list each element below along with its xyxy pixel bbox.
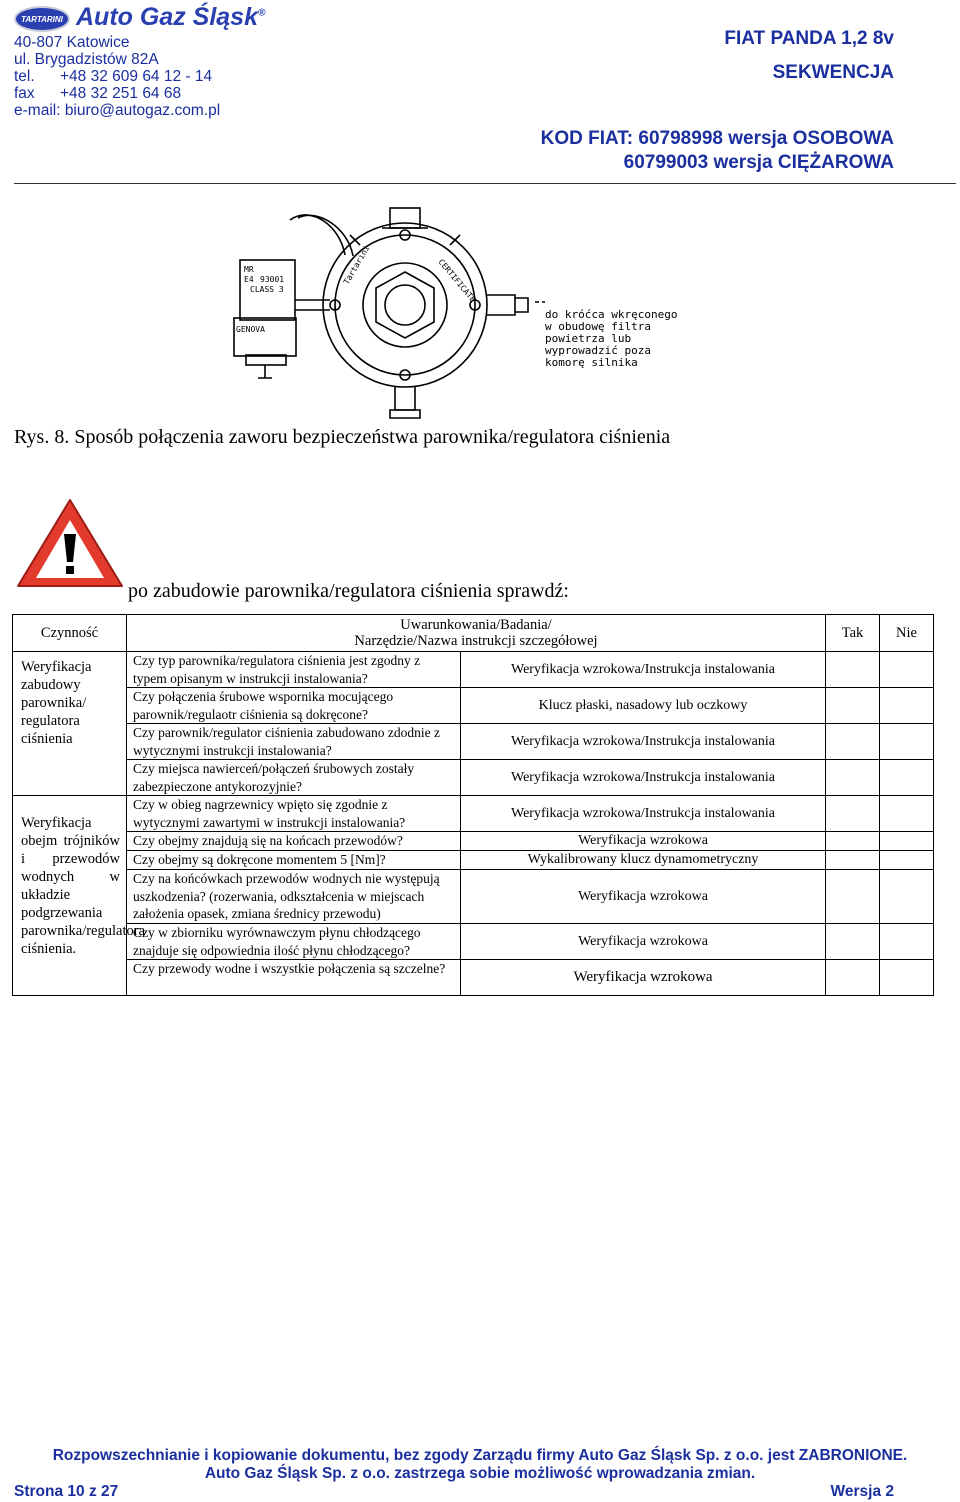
row-yes-cell[interactable] (826, 832, 880, 851)
header-action: Czynność (13, 615, 127, 652)
header-divider (14, 183, 956, 184)
row-question: Czy przewody wodne i wszystkie połączenia są szczelne? (127, 960, 461, 996)
row-yes-cell[interactable] (826, 688, 880, 724)
phone-line (14, 68, 212, 85)
row-question: Czy połączenia śrubowe wspornika mocującego parownik/regulaotr ciśnienia są dokręcone? (127, 688, 461, 724)
drawing-label-certificate: CERTIFICATE (436, 257, 478, 304)
drawing-label-class: CLASS 3 (250, 285, 284, 294)
row-yes-cell[interactable] (826, 851, 880, 870)
row-no-cell[interactable] (880, 652, 934, 688)
row-no-cell[interactable] (880, 796, 934, 832)
regulator-drawing (210, 200, 710, 425)
logo-wordmark (76, 3, 265, 32)
drawing-label-homologation: 93001 (260, 275, 285, 284)
group2-action: Weryfikacja obejm trójników i przewodów wodnych w układzie podgrzewania parownika/regulatora ciśnienia. (13, 796, 127, 996)
company-logo (14, 4, 314, 34)
row-no-cell[interactable] (880, 851, 934, 870)
table-header-row (13, 615, 934, 652)
checklist-table (12, 614, 934, 996)
header-conditions-line2: Narzędzie/Nazwa instrukcji szczegółowej (354, 633, 598, 649)
checklist-title: po zabudowie parownika/regulatora ciśnienia sprawdź: (128, 580, 569, 602)
row-yes-cell[interactable] (826, 760, 880, 796)
fiat-code-line1: KOD FIAT: 60798998 wersja OSOBOWA (540, 128, 894, 149)
table-row (13, 851, 934, 870)
row-no-cell[interactable] (880, 960, 934, 996)
row-yes-cell[interactable] (826, 796, 880, 832)
row-yes-cell[interactable] (826, 652, 880, 688)
row-question: Czy parownik/regulator ciśnienia zabudowano zdodnie z wytycznymi instrukcji instalowania? (127, 724, 461, 760)
copyright-notice: Rozpowszechnianie i kopiowanie dokumentu, bez zgody Zarządu firmy Auto Gaz Śląsk Sp. z o.o. jest ZABRONIONE. (52, 1447, 908, 1464)
changes-notice: Auto Gaz Śląsk Sp. z o.o. zastrzega sobie możliwość wprowadzania zmian. (204, 1465, 756, 1482)
row-no-cell[interactable] (880, 760, 934, 796)
logo-registered-mark: ® (258, 7, 266, 19)
table-row (13, 870, 934, 924)
row-no-cell[interactable] (880, 724, 934, 760)
row-question: Czy w zbiorniku wyrównawczym płynu chłodzącego znajduje się odpowiednia ilość płynu chłodzącego? (127, 924, 461, 960)
row-requirement: Weryfikacja wzrokowa (461, 832, 826, 851)
drawing-label-mr: MR (244, 265, 254, 274)
row-no-cell[interactable] (880, 832, 934, 851)
row-requirement: Weryfikacja wzrokowa/Instrukcja instalowania (461, 724, 826, 760)
row-question: Czy miejsca nawierceń/połączeń śrubowych zostały zabezpieczone antykorozyjnie? (127, 760, 461, 796)
phone-number: +48 32 609 64 12 - 14 (60, 68, 213, 85)
table-row (13, 960, 934, 996)
warning-icon (14, 496, 126, 592)
row-requirement: Weryfikacja wzrokowa/Instrukcja instalowania (461, 796, 826, 832)
email-address: e-mail: biuro@autogaz.com.pl (14, 102, 221, 119)
group1-action: Weryfikacja zabudowy parownika/ regulatora ciśnienia (13, 652, 127, 796)
row-question: Czy obejmy znajdują się na końcach przewodów? (127, 832, 461, 851)
row-requirement: Weryfikacja wzrokowa/Instrukcja instalowania (461, 760, 826, 796)
row-no-cell[interactable] (880, 870, 934, 924)
fax-line (14, 85, 181, 102)
document-type: SEKWENCJA (772, 62, 894, 83)
table-row (13, 688, 934, 724)
row-requirement: Weryfikacja wzrokowa/Instrukcja instalowania (461, 652, 826, 688)
logo-brand: Auto Gaz Śląsk (76, 3, 258, 31)
row-requirement: Klucz płaski, nasadowy lub oczkowy (461, 688, 826, 724)
callout-line-1: do króćca wkręconego (545, 308, 678, 321)
callout-line-2: w obudowę filtra (545, 320, 651, 333)
row-requirement: Weryfikacja wzrokowa (461, 870, 826, 924)
table-row (13, 724, 934, 760)
figure-caption: Rys. 8. Sposób połączenia zaworu bezpieczeństwa parownika/regulatora ciśnienia (14, 426, 671, 448)
row-yes-cell[interactable] (826, 924, 880, 960)
row-question: Czy typ parownika/regulatora ciśnienia jest zgodny z typem opisanym w instrukcji instalowania? (127, 652, 461, 688)
table-row (13, 652, 934, 688)
table-row (13, 760, 934, 796)
row-question: Czy w obieg nagrzewnicy wpięto się zgodnie z wytycznymi zawartymi w instrukcji instalowania? (127, 796, 461, 832)
drawing-label-e4: E4 (244, 275, 254, 284)
address-city: 40-807 Katowice (14, 34, 130, 51)
table-row (13, 796, 934, 832)
callout-line-3: powietrza lub (545, 332, 632, 345)
header-no: Nie (880, 615, 934, 652)
callout-line-5: komorę silnika (545, 356, 638, 369)
phone-label: tel. (14, 68, 35, 85)
row-yes-cell[interactable] (826, 870, 880, 924)
row-question: Czy obejmy są dokręcone momentem 5 [Nm]? (127, 851, 461, 870)
drawing-label-genova: GENOVA (236, 325, 265, 334)
page-number: Strona 10 z 27 (14, 1483, 119, 1500)
table-row (13, 832, 934, 851)
header-conditions (127, 615, 826, 652)
document-version: Wersja 2 (830, 1483, 894, 1500)
fax-label: fax (14, 85, 35, 102)
table-row (13, 924, 934, 960)
row-requirement: Weryfikacja wzrokowa (461, 924, 826, 960)
row-yes-cell[interactable] (826, 724, 880, 760)
logo-badge: TARTARINI (14, 6, 70, 32)
header-conditions-line1: Uwarunkowania/Badania/ (400, 617, 552, 633)
callout-line-4: wyprowadzić poza (545, 344, 651, 357)
row-no-cell[interactable] (880, 924, 934, 960)
drawing-label-brand: Tartarini (341, 243, 372, 286)
fiat-code-line2: 60799003 wersja CIĘŻAROWA (623, 152, 894, 173)
row-requirement: Wykalibrowany klucz dynamometryczny (461, 851, 826, 870)
address-street: ul. Brygadzistów 82A (14, 51, 159, 68)
vehicle-model: FIAT PANDA 1,2 8v (724, 28, 894, 49)
row-question: Czy na końcówkach przewodów wodnych nie występują uszkodzenia? (rozerwania, odkształcenia w miejscach założenia opasek, zmiana średnicy przewodu) (127, 870, 461, 924)
header-yes: Tak (826, 615, 880, 652)
row-requirement: Weryfikacja wzrokowa (461, 960, 826, 996)
fax-number: +48 32 251 64 68 (60, 85, 182, 102)
row-no-cell[interactable] (880, 688, 934, 724)
row-yes-cell[interactable] (826, 960, 880, 996)
